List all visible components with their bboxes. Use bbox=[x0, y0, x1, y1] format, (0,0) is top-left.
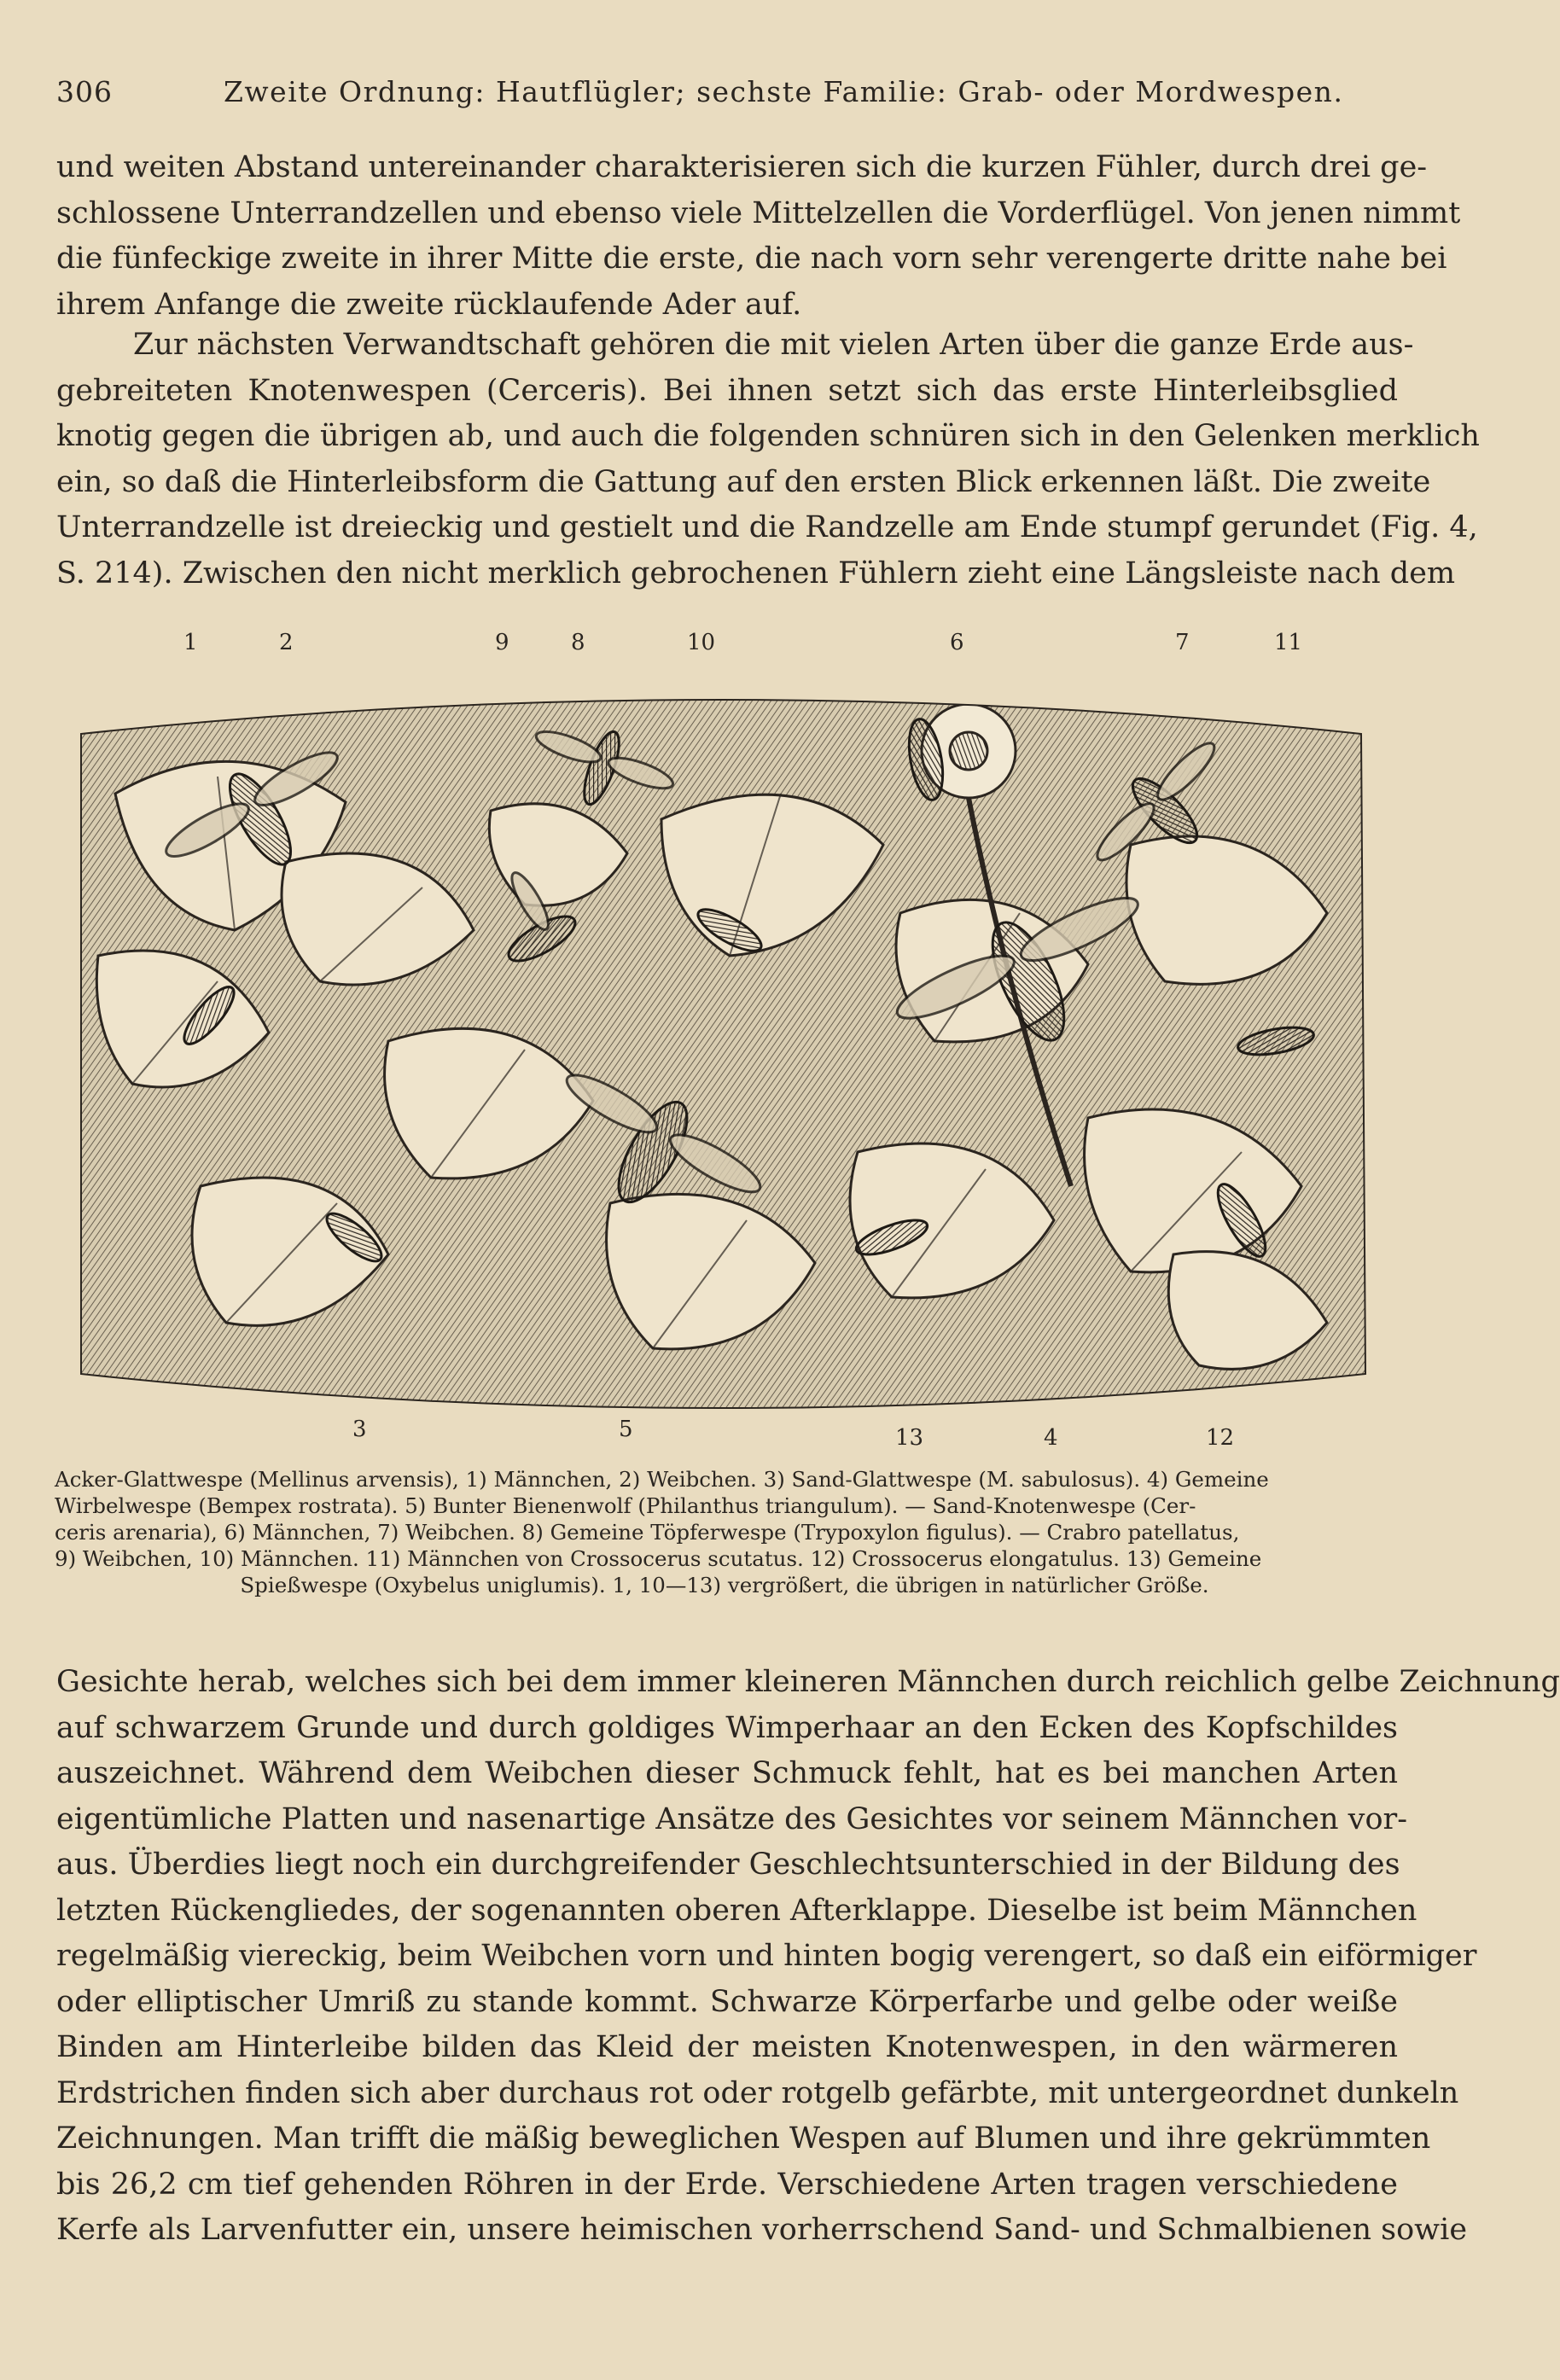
figure-number-label: 13 bbox=[895, 1425, 924, 1451]
text-line: oder elliptischer Umriß zu stande kommt. Schwarze Körperfarbe und gelbe oder weiße bbox=[56, 1984, 1398, 2019]
wasp-illustration bbox=[64, 630, 1378, 1451]
text-line: S. 214). Zwischen den nicht merklich gebrochenen Fühlern zieht eine Längsleiste nach dem bbox=[56, 556, 1456, 591]
paragraph-1 bbox=[56, 145, 1461, 328]
text-line: auszeichnet. Während dem Weibchen dieser Schmuck fehlt, hat es bei manchen Arten bbox=[56, 1756, 1398, 1790]
figure-caption bbox=[55, 1466, 1394, 1598]
text-line: aus. Überdies liegt noch ein durchgreifender Geschlechtsunterschied in der Bildung des bbox=[56, 1848, 1400, 1882]
text-line: schlossene Unterrandzellen und ebenso viele Mittelzellen die Vorderflügel. Von jenen nimmt bbox=[56, 195, 1461, 230]
text-line: Binden am Hinterleibe bilden das Kleid der meisten Knotenwespen, in den wärmeren bbox=[56, 2030, 1398, 2064]
caption-line: ceris arenaria), 6) Männchen, 7) Weibchen. 8) Gemeine Töpferwespe (Trypoxylon figulus). — Crabro patellatus, bbox=[55, 1520, 1240, 1545]
paragraph-3 bbox=[56, 1660, 1560, 2254]
page-header bbox=[56, 75, 1388, 119]
text-line: gebreiteten Knotenwespen (Cerceris). Bei ihnen setzt sich das erste Hinterleibsglied bbox=[56, 373, 1398, 408]
figure-number-label: 3 bbox=[352, 1417, 367, 1442]
figure-number-label: 8 bbox=[571, 630, 585, 655]
figure-number-label: 12 bbox=[1206, 1425, 1235, 1451]
text-line: Zur nächsten Verwandtschaft gehören die mit vielen Arten über die ganze Erde aus- bbox=[133, 328, 1414, 362]
text-line: knotig gegen die übrigen ab, und auch die folgenden schnüren sich in den Gelenken merklich bbox=[56, 419, 1480, 453]
engraving-illustration bbox=[64, 674, 1378, 1442]
figure-number-label: 2 bbox=[279, 630, 294, 655]
caption-line: Acker-Glattwespe (Mellinus arvensis), 1) Männchen, 2) Weibchen. 3) Sand-Glattwespe (M. sabulosus). 4) Gemeine bbox=[55, 1467, 1269, 1492]
text-line: auf schwarzem Grunde und durch goldiges Wimperhaar an den Ecken des Kopfschildes bbox=[56, 1710, 1398, 1745]
text-line: und weiten Abstand untereinander charakterisieren sich die kurzen Fühler, durch drei ge- bbox=[56, 150, 1428, 184]
text-line: bis 26,2 cm tief gehenden Röhren in der Erde. Verschiedene Arten tragen verschiedene bbox=[56, 2167, 1398, 2202]
text-line: regelmäßig viereckig, beim Weibchen vorn und hinten bogig verengert, so daß ein eiförmiger bbox=[56, 1939, 1477, 1973]
figure-number-label: 6 bbox=[950, 630, 964, 655]
text-line: ihrem Anfange die zweite rücklaufende Ader auf. bbox=[56, 287, 802, 322]
text-line: Zeichnungen. Man trifft die mäßig beweglichen Wespen auf Blumen und ihre gekrümmten bbox=[56, 2121, 1431, 2156]
text-line: Gesichte herab, welches sich bei dem immer kleineren Männchen durch reichlich gelbe Zeichnung bbox=[56, 1665, 1560, 1699]
page-number: 306 bbox=[56, 75, 113, 108]
figure-number-label: 9 bbox=[495, 630, 509, 655]
text-line: Kerfe als Larvenfutter ein, unsere heimischen vorherrschend Sand- und Schmalbienen sowie bbox=[56, 2213, 1468, 2247]
paragraph-2 bbox=[56, 323, 1480, 596]
text-line: eigentümliche Platten und nasenartige Ansätze des Gesichtes vor seinem Männchen vor- bbox=[56, 1801, 1408, 1836]
figure-number-label: 7 bbox=[1175, 630, 1190, 655]
text-line: Unterrandzelle ist dreieckig und gestielt und die Randzelle am Ende stumpf gerundet (Fig. 4, bbox=[56, 510, 1478, 544]
caption-line: Wirbelwespe (Bempex rostrata). 5) Bunter Bienenwolf (Philanthus triangulum). — Sand-Knotenwespe (Cer- bbox=[55, 1493, 1196, 1518]
figure-number-label: 5 bbox=[619, 1417, 633, 1442]
text-line: ein, so daß die Hinterleibsform die Gattung auf den ersten Blick erkennen läßt. Die zweite bbox=[56, 464, 1431, 499]
text-line: letzten Rückengliedes, der sogenannten oberen Afterklappe. Dieselbe ist beim Männchen bbox=[56, 1893, 1417, 1928]
text-line: Erdstrichen finden sich aber durchaus rot oder rotgelb gefärbte, mit untergeordnet dunkeln bbox=[56, 2075, 1459, 2110]
running-head: Zweite Ordnung: Hautflügler; sechste Familie: Grab- oder Mordwespen. bbox=[224, 75, 1344, 108]
figure-number-label: 4 bbox=[1044, 1425, 1058, 1451]
caption-line: 9) Weibchen, 10) Männchen. 11) Männchen von Crossocerus scutatus. 12) Crossocerus elongatulus. 13) Gemeine bbox=[55, 1546, 1262, 1571]
figure-number-label: 11 bbox=[1274, 630, 1303, 655]
text-line: die fünfeckige zweite in ihrer Mitte die erste, die nach vorn sehr verengerte dritte nahe bei bbox=[56, 241, 1447, 276]
figure-number-label: 1 bbox=[183, 630, 198, 655]
figure-number-label: 10 bbox=[687, 630, 716, 655]
caption-line: Spießwespe (Oxybelus uniglumis). 1, 10—13) vergrößert, die übrigen in natürlicher Größe. bbox=[240, 1573, 1209, 1597]
